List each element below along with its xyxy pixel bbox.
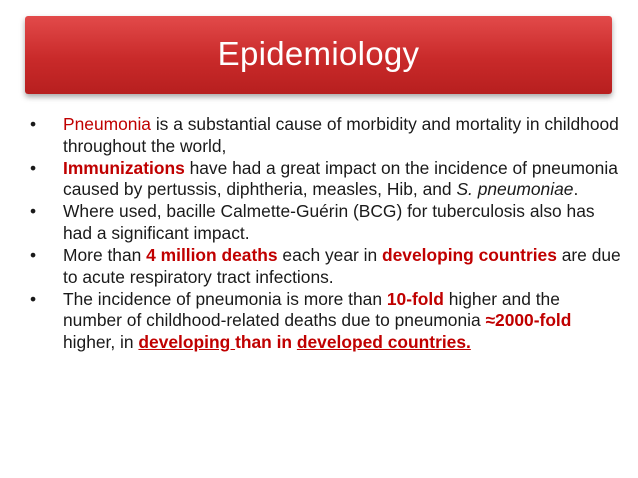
bullet-item (27, 158, 622, 201)
bullet-item (27, 245, 622, 288)
highlight-developing: developing (138, 331, 236, 352)
bullet-text: Where used, bacille Calmette-Guérin (BCG) for tuberculosis also has had a significant impact. (63, 201, 595, 243)
title-banner (25, 16, 612, 94)
highlight-than-in: than in (235, 331, 297, 352)
slide-title: Epidemiology (217, 34, 420, 72)
highlight-developed-countries: developed countries. (296, 331, 471, 352)
highlight-developing-countries: developing countries (381, 245, 557, 266)
bullet-item (27, 114, 622, 157)
bullet-text: is a substantial cause of morbidity and mortality in childhood throughout the world, (63, 114, 619, 156)
bullet-text: More than (63, 245, 147, 266)
bullet-text: . (573, 179, 579, 200)
bullet-text: higher and the number of childhood-related deaths due to pneumonia (63, 288, 560, 331)
term-immunizations: Immunizations (63, 157, 185, 178)
bullet-dot-icon: • (30, 201, 37, 222)
bullet-item (27, 201, 622, 244)
bullet-dot-icon: • (30, 245, 37, 266)
bullet-text: have had a great impact on the incidence of pneumonia caused by pertussis, diphtheria, measles, Hib, and (63, 157, 618, 200)
highlight-2000-fold: ≈2000-fold (485, 310, 572, 331)
bullet-list (27, 114, 622, 354)
term-pneumonia: Pneumonia (63, 114, 151, 134)
term-s-pneumoniae: S. pneumoniae (456, 179, 574, 200)
highlight-10-fold: 10-fold (386, 288, 444, 309)
bullet-text: higher, in (63, 331, 139, 352)
bullet-item (27, 289, 622, 354)
bullet-text: are due to acute respiratory tract infections. (63, 245, 621, 287)
bullet-dot-icon: • (30, 114, 37, 134)
highlight-4-million-deaths: 4 million deaths (146, 245, 278, 266)
bullet-text: each year in (277, 245, 382, 266)
bullet-dot-icon: • (30, 157, 37, 178)
bullet-text: The incidence of pneumonia is more than (63, 288, 387, 309)
bullet-dot-icon: • (30, 288, 37, 309)
